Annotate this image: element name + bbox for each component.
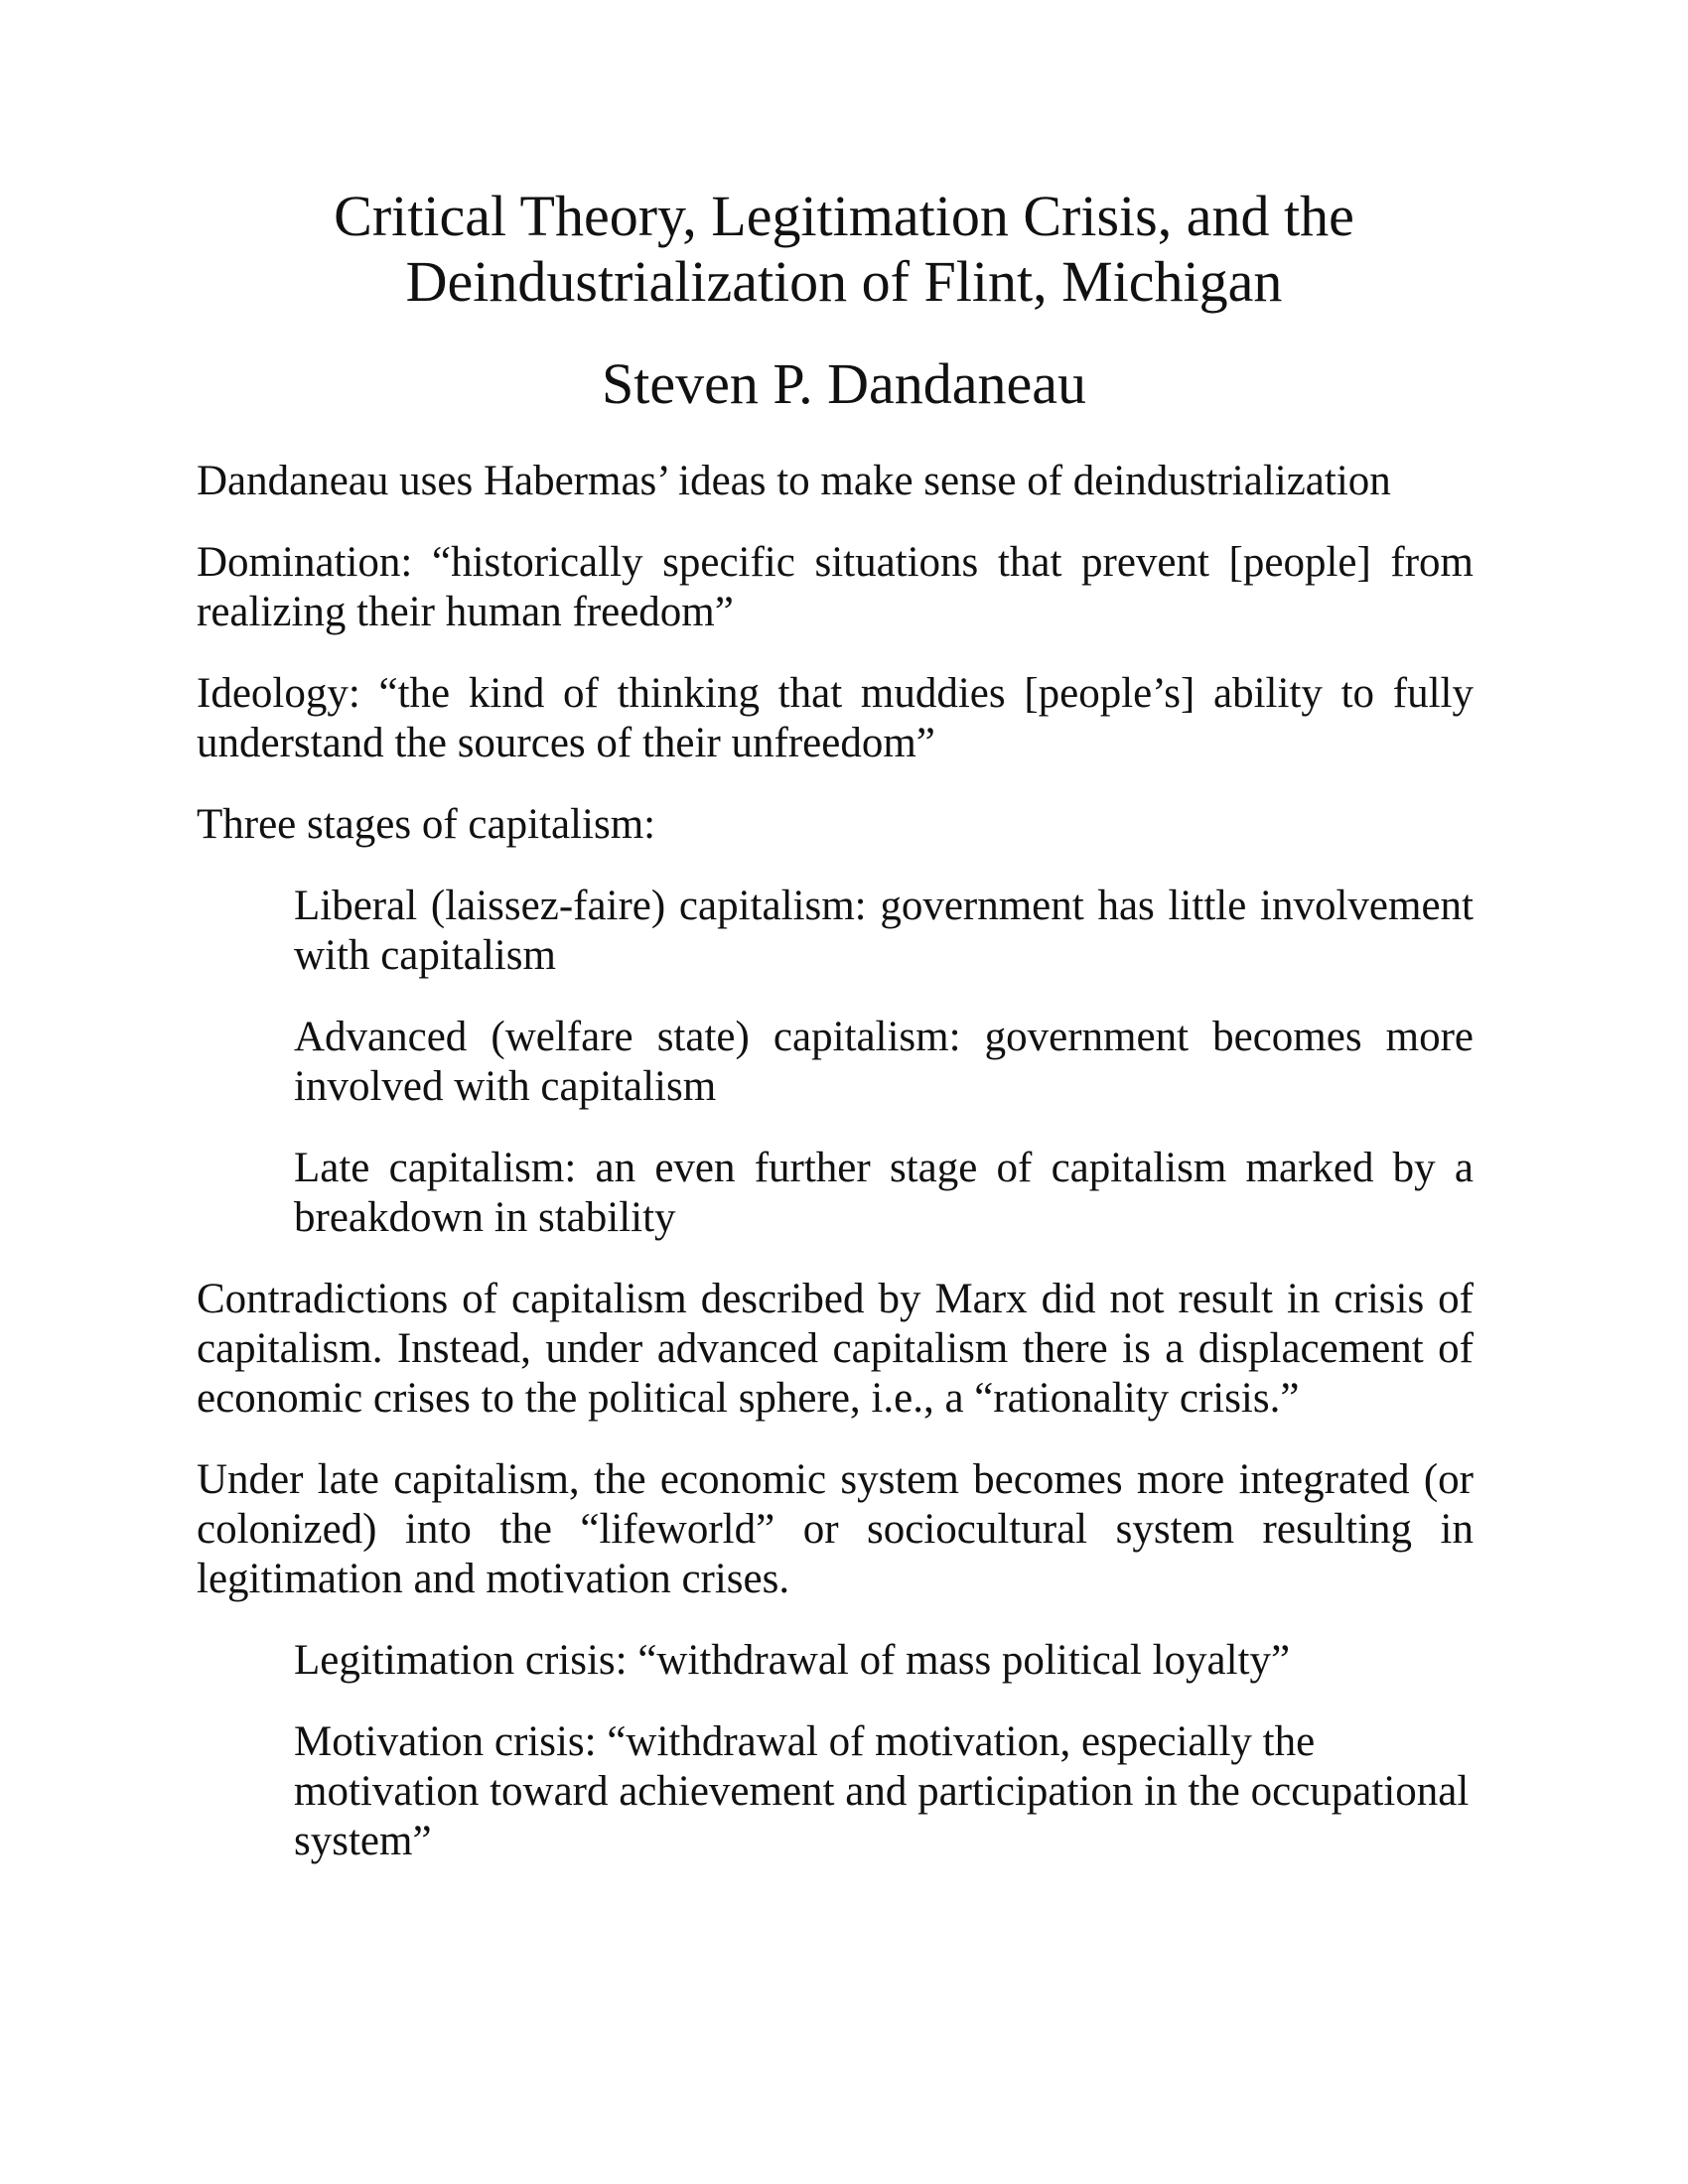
stage-late: Late capitalism: an even further stage of capitalism marked by a breakdown in stability xyxy=(294,1145,1474,1241)
crisis-motivation: Motivation crisis: “withdrawal of motivation, especially the motivation toward achievement and participation in the occupational system” xyxy=(294,1718,1470,1864)
document-body xyxy=(197,457,1474,1898)
stage-advanced: Advanced (welfare state) capitalism: government becomes more involved with capitalism xyxy=(294,1014,1474,1110)
title-line-1: Critical Theory, Legitimation Crisis, and the xyxy=(334,184,1354,248)
paragraph-contradictions: Contradictions of capitalism described by Marx did not result in crisis of capitalism. Instead, under advanced capitalism there is a displacement of economic crises to the political sphere, i.e., a “rationality crisis.” xyxy=(197,1276,1474,1422)
paragraph-three-stages: Three stages of capitalism: xyxy=(197,801,656,848)
document-title xyxy=(149,184,1539,315)
crisis-legitimation: Legitimation crisis: “withdrawal of mass political loyalty” xyxy=(294,1637,1291,1684)
stage-liberal: Liberal (laissez-faire) capitalism: government has little involvement with capitalism xyxy=(294,883,1474,979)
paragraph-ideology: Ideology: “the kind of thinking that muddies [people’s] ability to fully understand the sources of their unfreedom” xyxy=(197,670,1474,766)
paragraph-intro: Dandaneau uses Habermas’ ideas to make sense of deindustrialization xyxy=(197,458,1391,504)
paragraph-domination: Domination: “historically specific situations that prevent [people] from realizing their human freedom” xyxy=(197,539,1474,635)
author-name: Steven P. Dandaneau xyxy=(601,351,1087,416)
title-line-2: Deindustrialization of Flint, Michigan xyxy=(405,249,1283,314)
paragraph-late-capitalism: Under late capitalism, the economic system becomes more integrated (or colonized) into the “lifeworld” or sociocultural system resulting in legitimation and motivation crises. xyxy=(197,1456,1474,1602)
